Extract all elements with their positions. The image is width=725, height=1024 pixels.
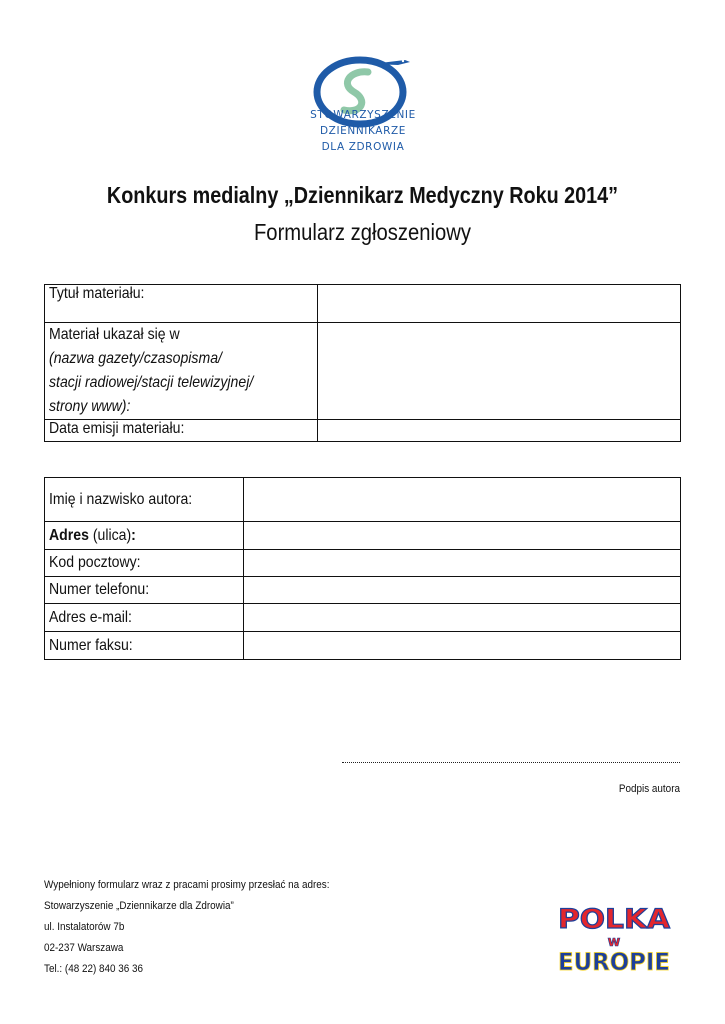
postal-label-cell	[45, 550, 244, 577]
table-row	[45, 420, 681, 442]
date-label-cell	[45, 420, 318, 442]
footer-address	[44, 875, 329, 980]
organization-name-line1: STOWARZYSZENIE	[310, 109, 416, 121]
title-label-cell	[45, 285, 318, 323]
signature-line[interactable]	[342, 762, 680, 763]
email-label: Adres e-mail:	[49, 608, 132, 626]
polka-w-europie-logo	[555, 902, 673, 974]
table-row	[45, 577, 681, 604]
phone-label-cell	[45, 577, 244, 604]
organization-name	[283, 107, 443, 155]
published-input-field[interactable]	[318, 323, 681, 420]
phone-input-field[interactable]	[244, 577, 681, 604]
postal-input-field[interactable]	[244, 550, 681, 577]
address-label-bold: Adres	[49, 526, 89, 544]
name-input-field[interactable]	[244, 478, 681, 522]
name-label-cell	[45, 478, 244, 522]
email-label-cell	[45, 604, 244, 632]
organization-name-line3: DLA ZDROWIA	[321, 141, 405, 153]
table-row	[45, 285, 681, 323]
badge-word3: EUROPIE	[558, 948, 670, 974]
fax-label: Numer faksu:	[49, 636, 133, 654]
published-label-line3: stacji radiowej/stacji telewizyjnej/	[49, 374, 254, 391]
published-label-line2: (nazwa gazety/czasopisma/	[49, 350, 222, 367]
footer-line2: Stowarzyszenie „Dziennikarze dla Zdrowia”	[44, 900, 234, 912]
date-label: Data emisji materiału:	[49, 420, 185, 437]
address-label-cell	[45, 522, 244, 550]
name-label: Imię i nazwisko autora:	[49, 490, 193, 508]
address-label-rest: (ulica)	[88, 526, 132, 544]
address-label	[49, 527, 136, 545]
title-label: Tytuł materiału:	[49, 285, 145, 302]
title-input-field[interactable]	[318, 285, 681, 323]
table-row	[45, 632, 681, 660]
table-row	[45, 522, 681, 550]
published-label-line4: strony www):	[49, 398, 131, 415]
postal-label: Kod pocztowy:	[49, 554, 141, 571]
table-row	[45, 478, 681, 522]
table-row	[45, 323, 681, 420]
badge-word1: POLKA	[558, 904, 671, 935]
published-label-cell	[45, 323, 318, 420]
badge-word2: w	[607, 934, 621, 950]
signature-label: Podpis autora	[618, 783, 680, 795]
address-input-field[interactable]	[244, 522, 681, 550]
table-row	[45, 604, 681, 632]
published-label-line1: Materiał ukazał się w	[49, 326, 180, 343]
footer-line5: Tel.: (48 22) 840 36 36	[44, 963, 144, 975]
material-table	[44, 284, 681, 442]
address-label-colon: :	[131, 526, 136, 544]
footer-line3: ul. Instalatorów 7b	[44, 921, 125, 933]
table-row	[45, 550, 681, 577]
footer-line4: 02-237 Warszawa	[44, 942, 124, 954]
date-input-field[interactable]	[318, 420, 681, 442]
email-input-field[interactable]	[244, 604, 681, 632]
footer-line1: Wypełniony formularz wraz z pracami prosimy przesłać na adres:	[44, 879, 330, 891]
page-subtitle: Formularz zgłoszeniowy	[253, 219, 472, 245]
fax-label-cell	[45, 632, 244, 660]
organization-name-line2: DZIENNIKARZE	[319, 125, 407, 137]
fax-input-field[interactable]	[244, 632, 681, 660]
page-title: Konkurs medialny „Dziennikarz Medyczny Roku 2014”	[106, 182, 619, 208]
phone-label: Numer telefonu:	[49, 581, 150, 598]
author-table	[44, 477, 681, 660]
